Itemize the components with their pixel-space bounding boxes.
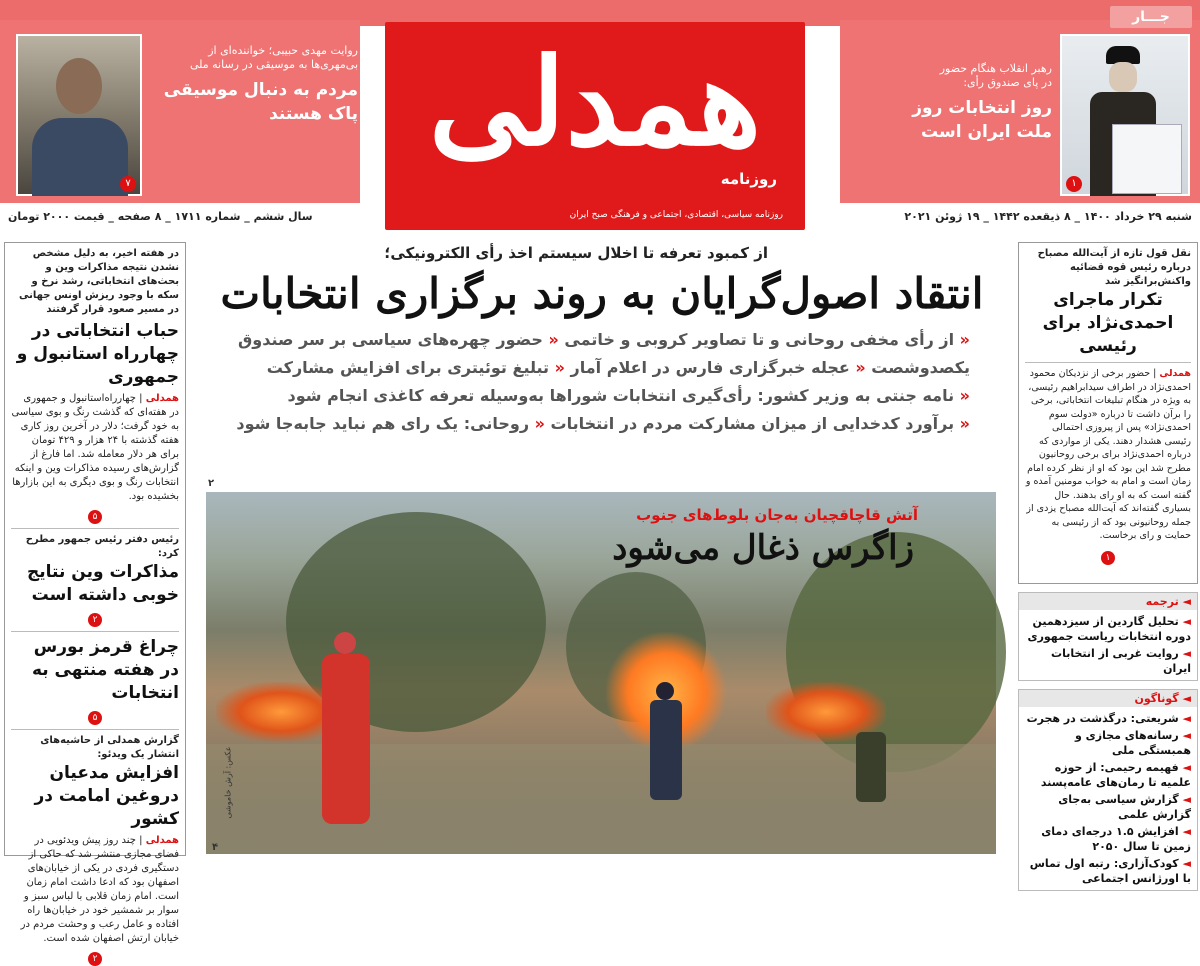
lead-kicker: از کمبود تعرفه تا اخلال سیستم اخذ رأی الکترونیکی؛: [384, 244, 768, 262]
divider: [11, 631, 179, 632]
left-teaser-kicker: روایت مهدی حبیبی؛ خواننده‌ای از: [208, 44, 358, 57]
bullet-item[interactable]: حضور چهره‌های سیاسی بر سر صندوق: [237, 330, 543, 349]
story-headline[interactable]: چراغ قرمز بورس در هفته منتهی به انتخابات: [31, 637, 179, 703]
source-label: همدلی: [145, 835, 179, 846]
photo-headline[interactable]: زاگرس ذغال می‌شود: [612, 528, 914, 568]
page-number-marker: ۲: [208, 478, 215, 489]
figure-face: [1109, 62, 1137, 92]
misc-box: [1018, 689, 1198, 891]
list-item[interactable]: ◄ گزارش سیاسی به‌جای گزارش علمی: [1058, 793, 1191, 821]
divider: [11, 528, 179, 529]
right-teaser-headline-2: ملت ایران است: [921, 122, 1052, 142]
list-item[interactable]: ◄ فهیمه رحیمی: از حوزه علمیه تا رمان‌های عامه‌پسند: [1040, 761, 1191, 789]
story-kicker: رئیس دفتر رئیس جمهور مطرح کرد:: [25, 534, 179, 559]
divider: [11, 729, 179, 730]
list-item[interactable]: ◄ کودک‌آزاری: رتبه اول تماس با اورژانس اجتماعی: [1029, 857, 1191, 885]
portrait-head: [56, 58, 102, 114]
section-label: ◄ گوناگون: [1019, 690, 1197, 707]
bullet-row: یکصدوشصت « عجله خبرگزاری فارس در اعلام آمار « تبلیغ توئیتری برای افزایش مشارکت: [266, 358, 970, 377]
lead-bullets: [196, 326, 1008, 438]
divider: [1025, 362, 1191, 363]
bullet-item[interactable]: نامه جنتی به وزیر کشور: رأی‌گیری انتخابات شوراها به‌وسیله تعرفه کاغذی انجام شود: [287, 386, 955, 405]
left-teaser-headline: مردم به دنبال موسیقی: [163, 80, 358, 100]
forest-fire-photo[interactable]: [206, 492, 996, 854]
page-number-badge: ۷: [120, 176, 136, 192]
bullet-row: « برآورد کدخدایی از میزان مشارکت مردم در انتخابات « روحانی: یک رای هم نباید جابه‌جا شود: [236, 414, 970, 433]
translation-box: [1018, 592, 1198, 681]
newspaper-logo[interactable]: [385, 22, 805, 230]
right-teaser-kicker-2: در پای صندوق رأی:: [963, 76, 1052, 89]
dateline: [0, 210, 1200, 226]
logo-prefix: روزنامه: [720, 170, 777, 188]
photo-subheadline: آتش قاچاقچیان به‌جان بلوط‌های جنوب: [636, 506, 918, 524]
section-label: ◄ ترجمه: [1019, 593, 1197, 610]
story-body: همدلی | چند روز پیش ویدئویی در فضای مجازی منتشر شد که حاکی از دستگیری فردی در یکی از خیابان‌های اصفهان بود که ادعا داشت امام زمان است. امام زمان قلابی با لباس سبز و سوار بر شمشیر خود در خیابان‌ها راه افتاده و عامل رعب و وحشت مردم در خیابان ارتش اصفهان شده است.: [20, 835, 179, 944]
bullet-item[interactable]: تبلیغ توئیتری برای افزایش مشارکت: [266, 358, 550, 377]
issue-info: سال ششم _ شماره ۱۷۱۱ _ ۸ صفحه _ قیمت ۲۰۰۰ تومان: [8, 210, 313, 223]
page-number-badge: ۱: [1066, 176, 1082, 192]
list-item[interactable]: ◄ رسانه‌های مجازی و همبستگی ملی: [1075, 729, 1191, 757]
left-column: [4, 242, 186, 964]
bullet-item[interactable]: یکصدوشصت: [871, 358, 970, 377]
bullet-row: « از رأی مخفی روحانی و تا تصاویر کروبی و خاتمی « حضور چهره‌های سیاسی بر سر صندوق: [237, 330, 970, 349]
page-number-badge: ۵: [88, 510, 102, 524]
left-teaser[interactable]: [146, 44, 358, 126]
right-teaser[interactable]: [842, 62, 1052, 144]
bullet-item[interactable]: روحانی: یک رای هم نباید جابه‌جا شود: [236, 414, 530, 433]
story-headline[interactable]: حباب انتخاباتی در چهارراه استانبول و جمهوری: [16, 321, 179, 387]
bullet-item[interactable]: عجله خبرگزاری فارس در اعلام آمار: [570, 358, 850, 377]
story-body: همدلی | چهارراه‌استانبول و جمهوری در هفته‌ای که گذشت رنگ و بوی سیاسی به خود گرفت؛ دلار در آخرین روز کاری هفته گذشته با ۲۴ هزار و ۴۲۹ تومان برای هر دلار معامله شد. اما فارغ از گزارش‌های رسیده مذاکرات وین و اینکه انتخابات رنگ و بوی دیگری به این بازارها بخشیده بود.: [11, 393, 179, 502]
issue-date: شنبه ۲۹ خرداد ۱۴۰۰ _ ۸ ذیقعده ۱۴۴۲ _ ۱۹ ژوئن ۲۰۲۱: [904, 210, 1192, 223]
corner-label: جـــار: [1110, 6, 1192, 28]
lead-headline[interactable]: انتقاد اصول‌گرایان به روند برگزاری انتخابات: [220, 269, 984, 318]
story-text: چند روز پیش ویدئویی در فضای مجازی منتشر شد که حاکی از دستگیری فردی در یکی از خیابان‌های اصفهان بود که ادعا داشت امام زمان است. امام زمان قلابی با لباس سبز و سوار بر شمشیر خود در خیابان‌ها راه افتاده و عامل رعب و وحشت مردم در خیابان ارتش اصفهان شده است.: [20, 835, 179, 944]
left-teaser-headline-2: پاک هستند: [269, 104, 358, 124]
list-item[interactable]: ◄ افزایش ۱.۵ درجه‌ای دمای زمین تا سال ۲۰۵۰: [1041, 825, 1191, 853]
logo-text: همدلی: [428, 32, 762, 173]
story-headline[interactable]: مذاکرات وین نتایج خوبی داشته است: [27, 562, 179, 605]
side-story: [1018, 242, 1198, 584]
list-item[interactable]: ◄ شریعتی: درگذشت در هجرت: [1026, 712, 1191, 725]
bullet-item[interactable]: برآورد کدخدایی از میزان مشارکت مردم در انتخابات: [550, 414, 955, 433]
singer-photo[interactable]: [16, 34, 142, 196]
list-item[interactable]: ◄ تحلیل گاردین از سیزدهمین دوره انتخابات ریاست جمهوری: [1027, 615, 1191, 643]
right-teaser-headline: روز انتخابات روز: [912, 98, 1052, 118]
left-teaser-kicker-2: بی‌مهری‌ها به موسیقی در رسانه ملی: [189, 58, 358, 71]
source-label: همدلی: [1159, 368, 1191, 379]
masthead: [0, 0, 1200, 233]
story-kicker: نقل قول تازه از آیت‌الله مصباح درباره رئیس قوه قضائیه واکنش‌برانگیز شد: [1037, 248, 1191, 287]
portrait-body: [32, 118, 128, 196]
page-number-badge: ۱: [1101, 551, 1115, 565]
lead-story: [196, 242, 1008, 438]
leader-voting-photo[interactable]: [1060, 34, 1190, 196]
right-teaser-kicker: رهبر انقلاب هنگام حضور: [939, 62, 1052, 75]
list-item[interactable]: ◄ روایت غربی از انتخابات ایران: [1051, 647, 1191, 675]
page-number-badge: ۲: [88, 613, 102, 627]
bullet-row: « نامه جنتی به وزیر کشور: رأی‌گیری انتخابات شوراها به‌وسیله تعرفه کاغذی انجام شود: [287, 386, 970, 405]
story-text: حضور برخی از نزدیکان محمود احمدی‌نژاد در اطراف سیدابراهیم رئیسی، به ویژه در هنگام تبلیغات انتخاباتی، برخی را برآن داشت تا درباره «دولت سوم احمدی‌نژاد» پس از پیروزی احتمالی رئیسی هشدار دهند. یکی از مواردی که درباره احمدی‌نژاد برای برخی روحانیون مطرح شد این بود که او از نظر کرده امام زمان است و امام به خواب مومنین آمده و گفته است که به او رای بدهند. حال بسیاری گفته‌اند که آیت‌الله مصباح یزدی از جمله روحانیونی بود که از رئیسی به حمایت و رای برخاست.: [1025, 368, 1191, 541]
firefighter-figure: [646, 682, 686, 802]
firefighter-figure: [856, 732, 886, 802]
right-column: [1018, 242, 1198, 891]
story-kicker: گزارش همدلی از حاشیه‌های انتشار یک ویدئو:: [40, 735, 179, 760]
story-text: چهارراه‌استانبول و جمهوری در هفته‌ای که گذشت رنگ و بوی سیاسی به خود گرفت؛ دلار در آخرین روز کاری هفته گذشته با ۲۴ هزار و ۴۲۹ تومان برای هر دلار معامله شد. اما فارغ از گزارش‌های رسیده مذاکرات وین و اینکه انتخابات رنگ و بوی دیگری به این بازارها بخشیده بود.: [11, 393, 179, 502]
story-lede: در هفته اخیر، به دلیل مشخص نشدن نتیجه مذاکرات وین و بحث‌های انتخاباتی، رشد نرخ و سکه با وجود ریزش اونس جهانی در مسیر صعود قرار گرفتند: [19, 248, 179, 315]
photo-credit: عکس: آرش خاموشی: [223, 746, 233, 819]
page-number-badge: ۵: [88, 711, 102, 725]
source-label: همدلی: [145, 393, 179, 404]
story-headline[interactable]: تکرار ماجرای احمدی‌نژاد برای رئیسی: [1042, 290, 1174, 356]
firefighter-figure: [316, 632, 376, 832]
bullet-item[interactable]: از رأی مخفی روحانی و تا تصاویر کروبی و خاتمی: [564, 330, 955, 349]
logo-tagline: روزنامه سیاسی، اقتصادی، اجتماعی و فرهنگی صبح ایران: [569, 210, 783, 220]
ballot-box: [1112, 124, 1182, 194]
photo-page-number: ۴: [212, 842, 219, 853]
page-number-badge: ۲: [88, 952, 102, 966]
story-headline[interactable]: افزایش مدعیان دروغین امامت در کشور: [34, 763, 179, 829]
story-body: همدلی | حضور برخی از نزدیکان محمود احمدی‌نژاد در اطراف سیدابراهیم رئیسی، به ویژه در هنگام تبلیغات انتخاباتی، برخی را برآن داشت تا درباره «دولت سوم احمدی‌نژاد» پس از پیروزی احتمالی رئیسی هشدار دهند. یکی از مواردی که درباره احمدی‌نژاد برای برخی روحانیون مطرح شد این بود که او از نظر کرده امام زمان است و امام به خواب مومنین آمده و گفته است که به او رای بدهند. حال بسیاری گفته‌اند که آیت‌الله مصباح یزدی از جمله روحانیونی بود که از رئیسی به حمایت و رای برخاست.: [1025, 368, 1191, 541]
